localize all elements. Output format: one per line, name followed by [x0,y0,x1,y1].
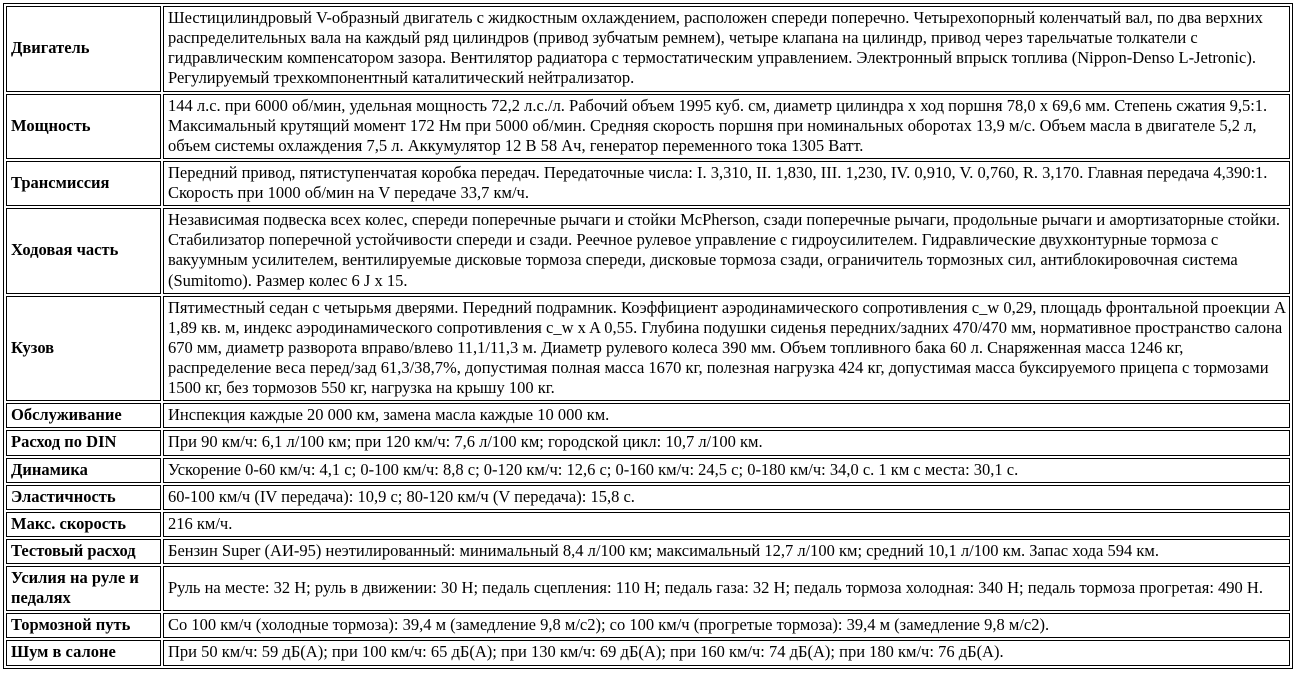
row-label: Эластичность [6,485,161,510]
row-label: Мощность [6,94,161,159]
table-row-chassis [6,208,1290,294]
table-row-maintenance [6,403,1290,428]
row-label: Двигатель [6,6,161,92]
row-label: Кузов [6,296,161,402]
table-row-cabin-noise [6,640,1290,665]
row-value: 60-100 км/ч (IV передача): 10,9 с; 80-120 км/ч (V передача): 15,8 с. [163,485,1290,510]
row-label: Усилия на руле и педалях [6,566,161,611]
table-row-test-consumption [6,539,1290,564]
row-label: Шум в салоне [6,640,161,665]
row-label: Ходовая часть [6,208,161,294]
row-value: Ускорение 0-60 км/ч: 4,1 с; 0-100 км/ч: 8,8 с; 0-120 км/ч: 12,6 с; 0-160 км/ч: 24,5 с; 0-180 км/ч: 34,0 с. 1 км с места: 30,1 с. [163,458,1290,483]
row-label: Расход по DIN [6,430,161,455]
table-row-din-consumption [6,430,1290,455]
row-value: Передний привод, пятиступенчатая коробка передач. Передаточные числа: I. 3,310, II. 1,830, III. 1,230, IV. 0,910, V. 0,760, R. 3,170. Главная передача 4,390:1. Скорость при 1000 об/мин на V передаче 33,7 км/ч. [163,161,1290,206]
row-label: Макс. скорость [6,512,161,537]
table-row-engine [6,6,1290,92]
row-value: Пятиместный седан с четырьмя дверями. Передний подрамник. Коэффициент аэродинамического сопротивления c_w 0,29, площадь фронтальной проекции A 1,89 кв. м, индекс аэродинамического сопротивления c_w x A 0,55. Глубина подушки сиденья передних/задних 470/470 мм, нормативное пространство салона 670 мм, диаметр разворота вправо/влево 11,1/11,3 м. Диаметр рулевого колеса 390 мм. Объем топливного бака 60 л. Снаряженная масса 1246 кг, распределение веса перед/зад 61,3/38,7%, допустимая полная масса 1670 кг, полезная нагрузка 424 кг, допустимая масса буксируемого прицепа с тормозами 1500 кг, без тормозов 550 кг, нагрузка на крышу 100 кг. [163,296,1290,402]
row-label: Обслуживание [6,403,161,428]
row-value: Независимая подвеска всех колес, спереди поперечные рычаги и стойки McPherson, сзади поперечные рычаги, продольные рычаги и амортизаторные стойки. Стабилизатор поперечной устойчивости спереди и сзади. Реечное рулевое управление с гидроусилителем. Гидравлические двухконтурные тормоза с вакуумным усилителем, вентилируемые дисковые тормоза спереди, дисковые тормоза сзади, ограничитель тормозных сил, антиблокировочная система (Sumitomo). Размер колес 6 J x 15. [163,208,1290,294]
row-value: При 50 км/ч: 59 дБ(А); при 100 км/ч: 65 дБ(А); при 130 км/ч: 69 дБ(А); при 160 км/ч: 74 дБ(А); при 180 км/ч: 76 дБ(А). [163,640,1290,665]
table-row-body [6,296,1290,402]
row-value: 216 км/ч. [163,512,1290,537]
row-label: Трансмиссия [6,161,161,206]
table-row-power [6,94,1290,159]
row-value: Со 100 км/ч (холодные тормоза): 39,4 м (замедление 9,8 м/с2); со 100 км/ч (прогретые тормоза): 39,4 м (замедление 9,8 м/с2). [163,613,1290,638]
specs-table [3,3,1293,669]
table-row-transmission [6,161,1290,206]
table-row-dynamics [6,458,1290,483]
table-row-elasticity [6,485,1290,510]
row-value: При 90 км/ч: 6,1 л/100 км; при 120 км/ч: 7,6 л/100 км; городской цикл: 10,7 л/100 км. [163,430,1290,455]
row-value: Руль на месте: 32 Н; руль в движении: 30 Н; педаль сцепления: 110 Н; педаль газа: 32 Н; педаль тормоза холодная: 340 Н; педаль тормоза прогретая: 490 Н. [163,566,1290,611]
table-row-max-speed [6,512,1290,537]
row-value: Бензин Super (АИ-95) неэтилированный: минимальный 8,4 л/100 км; максимальный 12,7 л/100 км; средний 10,1 л/100 км. Запас хода 594 км. [163,539,1290,564]
table-row-braking-distance [6,613,1290,638]
row-label: Тормозной путь [6,613,161,638]
row-value: Инспекция каждые 20 000 км, замена масла каждые 10 000 км. [163,403,1290,428]
row-label: Тестовый расход [6,539,161,564]
row-value: Шестицилиндровый V-образный двигатель с жидкостным охлаждением, расположен спереди поперечно. Четырехопорный коленчатый вал, по два верхних распределительных вала на каждый ряд цилиндров (привод зубчатым ремнем), четыре клапана на цилиндр, привод через тарельчатые толкатели с гидравлическим компенсатором зазора. Вентилятор радиатора с термостатическим управлением. Электронный впрыск топлива (Nippon-Denso L-Jetronic). Регулируемый трехкомпонентный каталитический нейтрализатор. [163,6,1290,92]
row-value: 144 л.с. при 6000 об/мин, удельная мощность 72,2 л.с./л. Рабочий объем 1995 куб. см, диаметр цилиндра x ход поршня 78,0 x 69,6 мм. Степень сжатия 9,5:1. Максимальный крутящий момент 172 Нм при 5000 об/мин. Средняя скорость поршня при номинальных оборотах 13,9 м/с. Объем масла в двигателе 5,2 л, объем системы охлаждения 7,5 л. Аккумулятор 12 В 58 Ач, генератор переменного тока 1305 Ватт. [163,94,1290,159]
row-label: Динамика [6,458,161,483]
table-row-pedal-efforts [6,566,1290,611]
